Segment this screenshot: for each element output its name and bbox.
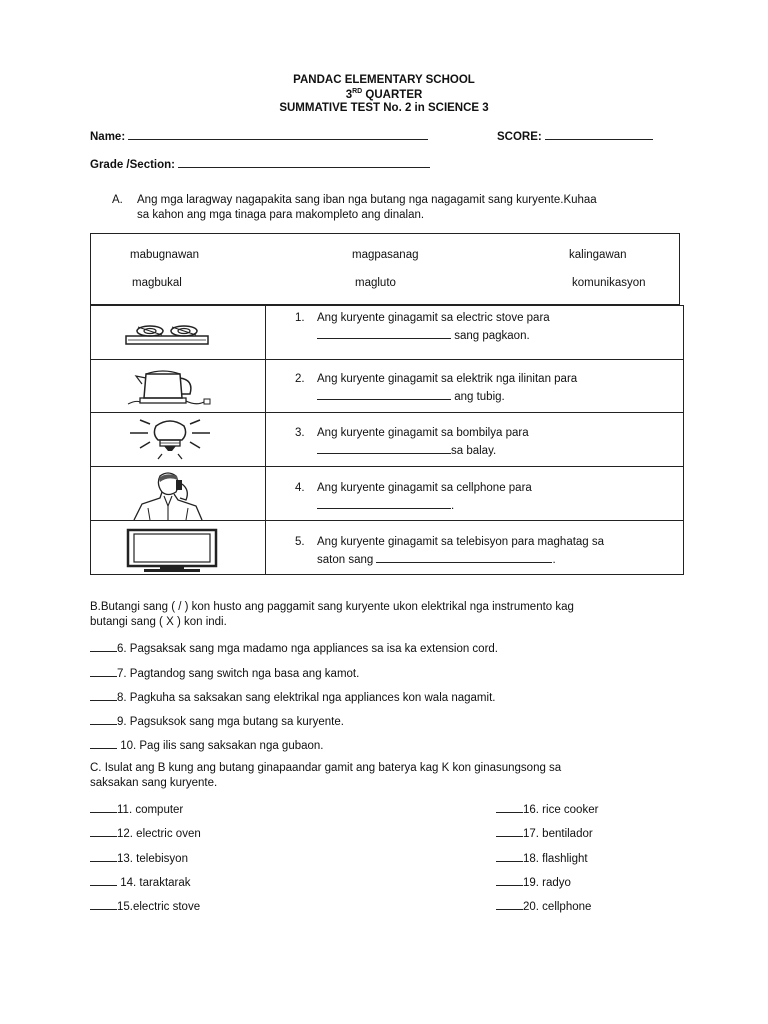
item-text-lead: saton sang [317,554,374,566]
word-option: magluto [355,277,396,289]
table-row-divider [90,412,684,413]
partB-instruction-line2: butangi sang ( X ) kon indi. [90,616,227,628]
score-label: SCORE: [497,131,542,143]
item-answer-row [317,388,505,403]
grade-field-row [90,156,430,171]
score-field-row [497,128,653,143]
school-name: PANDAC ELEMENTARY SCHOOL [293,74,475,86]
item-text-tail: . [552,554,556,566]
partC-instruction-line2: saksakan sang kuryente. [90,777,218,789]
item-text: Ang kuryente ginagamit sa telebisyon para maghatag sa [317,536,605,548]
item-answer-row [317,442,496,457]
word-option: komunikasyon [572,277,646,289]
quarter-word: QUARTER [362,88,423,101]
word-box [90,233,680,305]
quarter-ordinal: RD [352,88,363,95]
partC-item-text: 20. cellphone [523,901,592,913]
table-row-divider [90,520,684,521]
partC-item-text: 19. radyo [523,877,571,889]
partC-item [496,874,571,889]
partC-item [90,898,200,913]
partC-item [496,801,598,816]
item-text-tail: sa balay. [451,445,497,457]
table-divider [265,305,266,575]
answer-blank[interactable] [317,327,451,339]
partC-item [90,825,201,840]
partB-item-text: 9. Pagsuksok sang mga butang sa kuryente. [117,716,344,728]
partC-item [90,850,188,865]
answer-blank[interactable] [317,497,451,509]
item-number: 5. [295,536,305,548]
partC-item-text: 17. bentilador [523,828,593,840]
partA-instruction-line2: sa kahon ang mga tinaga para makompleto ang dinalan. [137,209,425,221]
partB-item [90,640,498,655]
item-text-tail: . [451,500,455,512]
partB-item-text: 7. Pagtandog sang switch nga basa ang kamot. [117,668,360,680]
item-answer-row [317,327,530,342]
partB-item [90,713,344,728]
answer-blank[interactable] [90,665,117,677]
word-option: magpasanag [352,249,419,261]
answer-blank[interactable] [90,850,117,862]
item-text: Ang kuryente ginagamit sa elektrik nga ilinitan para [317,373,578,385]
partC-item [90,874,191,889]
bulb-icon [122,418,218,460]
quarter-heading [0,88,768,101]
score-input-line[interactable] [545,128,653,140]
partB-item-text: 6. Pagsaksak sang mga madamo nga appliances sa isa ka extension cord. [117,643,498,655]
partC-item-text: 11. computer [117,804,184,816]
partC-item-text: 16. rice cooker [523,804,599,816]
partB-item [90,689,495,704]
item-text-tail: ang tubig. [454,391,505,403]
answer-blank[interactable] [496,825,523,837]
grade-input-line[interactable] [178,156,430,168]
answer-blank[interactable] [90,640,117,652]
answer-blank[interactable] [90,713,117,725]
partC-item [496,898,591,913]
phone-user-icon [126,470,210,520]
partC-item-text: 13. telebisyon [117,853,188,865]
table-row-divider [90,359,684,360]
partB-item-text: 8. Pagkuha sa saksakan sang elektrikal nga appliances kon wala nagamit. [117,692,496,704]
answer-blank[interactable] [496,801,523,813]
kettle-icon [124,364,216,408]
partC-item-text: 14. taraktarak [117,877,191,889]
partC-item [496,850,588,865]
tv-icon [124,528,220,574]
grade-label: Grade /Section: [90,159,175,171]
quarter-number: 3 [345,88,353,101]
item-answer-row [317,497,454,512]
answer-blank[interactable] [317,388,451,400]
word-option: kalingawan [569,249,627,261]
name-label: Name: [90,131,126,143]
partB-item [90,665,359,680]
partC-item-text: 15.electric stove [117,901,201,913]
answer-blank[interactable] [90,801,117,813]
partC-item-text: 12. electric oven [117,828,201,840]
answer-blank[interactable] [376,551,552,563]
answer-blank[interactable] [496,898,523,910]
item-answer-row [317,551,556,566]
answer-blank[interactable] [496,850,523,862]
partA-instruction-line1: Ang mga laragway nagapakita sang iban nga butang nga nagagamit sang kuryente.Kuhaa [137,194,597,206]
answer-blank[interactable] [90,898,117,910]
partA-letter: A. [112,194,123,206]
stove-icon [124,318,210,348]
answer-blank[interactable] [317,442,451,454]
word-option: mabugnawan [130,249,200,261]
answer-blank[interactable] [90,825,117,837]
name-input-line[interactable] [128,128,428,140]
item-text: Ang kuryente ginagamit sa electric stove para [317,312,550,324]
partC-instruction-line1: C. Isulat ang B kung ang butang ginapaandar gamit ang baterya kag K kon ginasungsong sa [90,762,562,774]
answer-blank[interactable] [90,874,117,886]
item-number: 1. [295,312,305,324]
answer-blank[interactable] [90,737,117,749]
word-option: magbukal [132,277,182,289]
answer-blank[interactable] [496,874,523,886]
item-text: Ang kuryente ginagamit sa bombilya para [317,427,529,439]
item-number: 3. [295,427,305,439]
partC-item-text: 18. flashlight [523,853,588,865]
item-number: 2. [295,373,305,385]
partB-item [90,737,324,752]
partC-item [496,825,593,840]
answer-blank[interactable] [90,689,117,701]
partB-item-text: 10. Pag ilis sang saksakan nga gubaon. [117,740,324,752]
partC-item [90,801,183,816]
name-field-row [90,128,428,143]
item-number: 4. [295,482,305,494]
table-row-divider [90,466,684,467]
item-text-tail: sang pagkaon. [454,330,530,342]
item-text: Ang kuryente ginagamit sa cellphone para [317,482,532,494]
test-title: SUMMATIVE TEST No. 2 in SCIENCE 3 [279,102,489,114]
partB-instruction-line1: B.Butangi sang ( / ) kon husto ang paggamit sang kuryente ukon elektrikal nga instrumento kag [90,601,574,613]
